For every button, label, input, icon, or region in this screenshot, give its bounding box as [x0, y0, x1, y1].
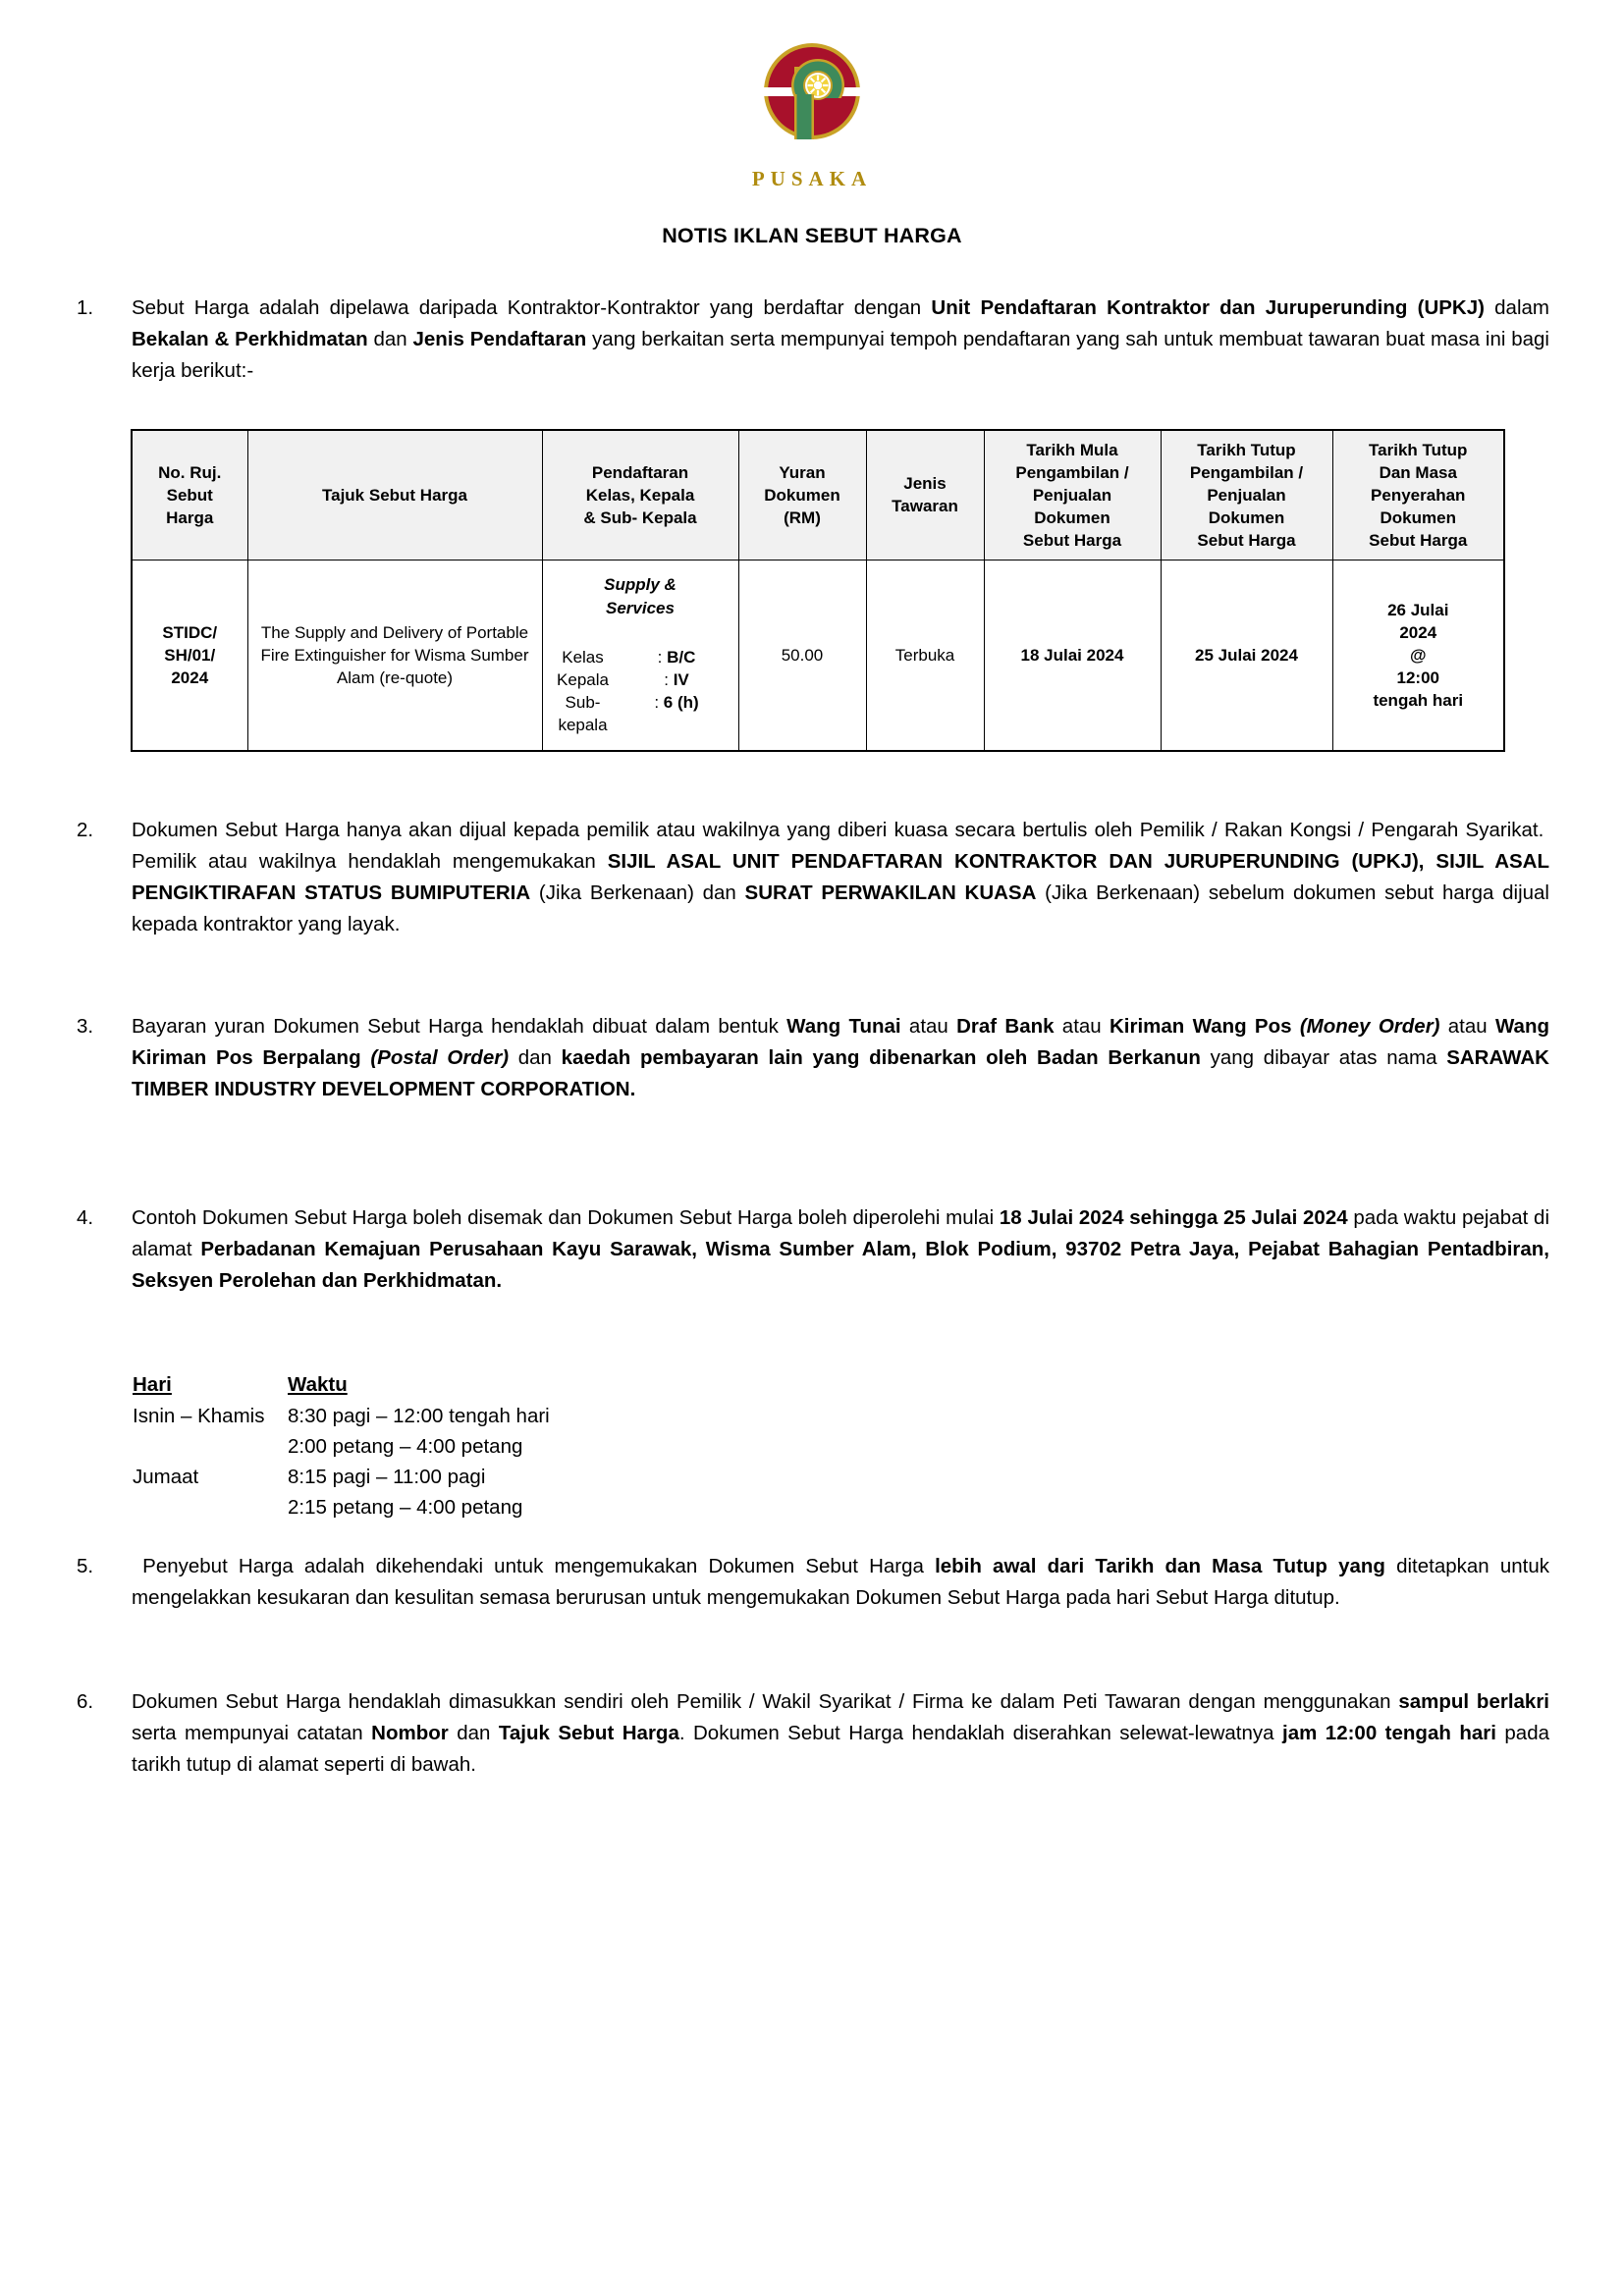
schedule-day [133, 1431, 288, 1462]
clause-5-number: 5. [77, 1555, 94, 1577]
schedule-row [133, 1492, 550, 1522]
clause-3 [77, 1011, 1549, 1105]
clause-4 [77, 1202, 1549, 1297]
logo-wordmark: PUSAKA [751, 167, 873, 190]
th-close-date: Tarikh Tutup Pengambilan / Penjualan Dokumen Sebut Harga [1161, 430, 1332, 560]
registration-item [547, 691, 734, 736]
schedule-time: 8:15 pagi – 11:00 pagi [288, 1466, 486, 1488]
th-ref-no: No. Ruj. Sebut Harga [132, 430, 247, 560]
schedule-row [133, 1401, 550, 1431]
clause-6-number: 6. [77, 1690, 94, 1713]
quotation-table [131, 429, 1468, 752]
cell-start-date: 18 Julai 2024 [984, 560, 1161, 751]
pusaka-emblem-icon [754, 37, 870, 160]
table-header-row [132, 430, 1504, 560]
schedule-day: Jumaat [133, 1466, 199, 1488]
page-title: NOTIS IKLAN SEBUT HARGA [662, 224, 962, 247]
registration-value: : B/C [657, 648, 696, 667]
schedule-header-day: Hari [133, 1373, 172, 1396]
cell-title: The Supply and Delivery of Portable Fire Extinguisher for Wisma Sumber Alam (re-quote) [247, 560, 542, 751]
registration-label: Kelas [562, 648, 604, 667]
registration-label: Sub-kepala [558, 693, 608, 735]
schedule-day [133, 1492, 288, 1522]
registration-heading: Supply & Services [604, 575, 677, 618]
schedule-header-time: Waktu [288, 1373, 348, 1396]
schedule-row [133, 1462, 550, 1492]
office-hours-schedule [133, 1369, 918, 1522]
th-title: Tajuk Sebut Harga [247, 430, 542, 560]
clause-4-text: Contoh Dokumen Sebut Harga boleh disemak dan Dokumen Sebut Harga boleh diperolehi mulai 18 Julai 2024 sehingga 25 Julai 2024 pada waktu pejabat di alamat Perbadanan Kemajuan Perusahaan Kayu Sarawak, Wisma Sumber Alam, Blok Podium, 93702 Petra Jaya, Pejabat Bahagian Pentadbiran, Seksyen Perolehan dan Perkhidmatan. [132, 1206, 1550, 1292]
schedule-row [133, 1431, 550, 1462]
registration-value: : IV [664, 670, 689, 690]
th-registration: Pendaftaran Kelas, Kepala & Sub- Kepala [542, 430, 738, 560]
schedule-header-row [133, 1369, 550, 1401]
cell-submission-datetime: 26 Julai 2024 @ 12:00 tengah hari [1332, 560, 1504, 751]
cell-fee: 50.00 [738, 560, 866, 751]
clause-2 [77, 815, 1549, 940]
registration-value: : 6 (h) [654, 693, 699, 713]
cell-close-date: 25 Julai 2024 [1161, 560, 1332, 751]
clause-5 [77, 1551, 1549, 1614]
registration-label: Kepala [557, 670, 609, 690]
th-submission: Tarikh Tutup Dan Masa Penyerahan Dokumen Sebut Harga [1332, 430, 1504, 560]
schedule-time: 2:00 petang – 4:00 petang [288, 1435, 523, 1458]
clause-6 [77, 1686, 1549, 1781]
clause-1-text: Sebut Harga adalah dipelawa daripada Kontraktor-Kontraktor yang berdaftar dengan Unit Pendaftaran Kontraktor dan Juruperunding (UPKJ) dalam Bekalan & Perkhidmatan dan Jenis Pendaftaran yang berkaitan serta mempunyai tempoh pendaftaran yang sah untuk membuat tawaran buat masa ini bagi kerja berikut:- [132, 296, 1549, 382]
clause-3-text: Bayaran yuran Dokumen Sebut Harga hendaklah dibuat dalam bentuk Wang Tunai atau Draf Bank atau Kiriman Wang Pos (Money Order) atau Wang Kiriman Pos Berpalang (Postal Order) dan kaedah pembayaran lain yang dibenarkan oleh Badan Berkanun yang dibayar atas nama SARAWAK TIMBER INDUSTRY DEVELOPMENT CORPORATION. [132, 1015, 1550, 1100]
th-offer-type: Jenis Tawaran [866, 430, 984, 560]
clause-3-number: 3. [77, 1015, 94, 1038]
cell-offer-type: Terbuka [866, 560, 984, 751]
clause-4-number: 4. [77, 1206, 94, 1229]
schedule-day: Isnin – Khamis [133, 1405, 265, 1427]
organization-logo [0, 37, 1624, 191]
clause-5-text: Penyebut Harga adalah dikehendaki untuk mengemukakan Dokumen Sebut Harga lebih awal dari Tarikh dan Masa Tutup yang ditetapkan untuk mengelakkan kesukaran dan kesulitan semasa berurusan untuk mengemukakan Dokumen Sebut Harga pada hari Sebut Harga ditutup. [132, 1555, 1549, 1609]
clause-1 [77, 293, 1549, 387]
clause-2-number: 2. [77, 819, 94, 841]
th-fee: Yuran Dokumen (RM) [738, 430, 866, 560]
cell-registration [542, 560, 738, 751]
registration-item [547, 668, 734, 691]
schedule-time: 8:30 pagi – 12:00 tengah hari [288, 1405, 550, 1427]
th-start-date: Tarikh Mula Pengambilan / Penjualan Dokumen Sebut Harga [984, 430, 1161, 560]
cell-ref-no: STIDC/ SH/01/ 2024 [132, 560, 247, 751]
table-row [132, 560, 1504, 751]
schedule-time: 2:15 petang – 4:00 petang [288, 1496, 523, 1519]
clause-1-number: 1. [77, 296, 94, 319]
clause-2-text: Dokumen Sebut Harga hanya akan dijual kepada pemilik atau wakilnya yang diberi kuasa secara bertulis oleh Pemilik / Rakan Kongsi / Pengarah Syarikat. Pemilik atau wakilnya hendaklah mengemukakan SIJIL ASAL UNIT PENDAFTARAN KONTRAKTOR DAN JURUPERUNDING (UPKJ), SIJIL ASAL PENGIKTIRAFAN STATUS BUMIPUTERIA (Jika Berkenaan) dan SURAT PERWAKILAN KUASA (Jika Berkenaan) sebelum dokumen sebut harga dijual kepada kontraktor yang layak. [132, 819, 1549, 935]
clause-6-text: Dokumen Sebut Harga hendaklah dimasukkan sendiri oleh Pemilik / Wakil Syarikat / Firma ke dalam Peti Tawaran dengan menggunakan sampul berlakri serta mempunyai catatan Nombor dan Tajuk Sebut Harga. Dokumen Sebut Harga hendaklah diserahkan selewat-lewatnya jam 12:00 tengah hari pada tarikh tutup di alamat seperti di bawah. [132, 1690, 1549, 1776]
registration-item [547, 646, 734, 668]
